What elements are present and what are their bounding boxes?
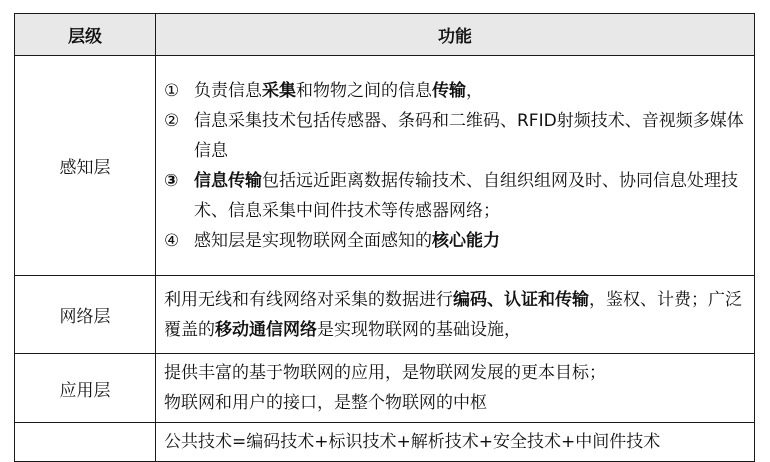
function-cell xyxy=(156,56,755,276)
text-segment: 负责信息 xyxy=(194,80,262,101)
text-segment: 是实现物联网的基础设施， xyxy=(317,319,521,340)
function-cell xyxy=(156,354,755,423)
item-text xyxy=(194,226,748,256)
item-text xyxy=(194,106,748,166)
item-number: ④ xyxy=(164,230,180,251)
table-row-application xyxy=(15,354,755,423)
item-number: ② xyxy=(164,110,180,131)
item-text xyxy=(194,166,748,226)
layer-cell xyxy=(15,423,156,462)
item-number: ① xyxy=(164,80,180,101)
emphasized-text: 编码、认证和传输 xyxy=(453,289,589,310)
table-row-perception xyxy=(15,56,755,276)
function-line: 公共技术=编码技术+标识技术+解析技术+安全技术+中间件技术 xyxy=(164,432,661,452)
function-cell xyxy=(156,276,755,354)
function-line: 提供丰富的基于物联网的应用，是物联网发展的更本目标； xyxy=(164,363,606,383)
header-function: 功能 xyxy=(156,14,755,56)
text-segment: 利用无线和有线网络对采集的数据进行 xyxy=(164,289,453,310)
layer-cell: 感知层 xyxy=(15,56,156,276)
emphasized-text: 传输 xyxy=(432,80,466,101)
list-item xyxy=(164,226,748,256)
text-segment: ，鉴权、计费；广泛覆盖的 xyxy=(164,289,742,340)
text-segment: 包括远近距离数据传输技术、自组织组网及时、协同信息处理技术、信息采集中间件技术等传感器网络； xyxy=(194,170,738,221)
list-item xyxy=(164,76,748,106)
layer-cell: 应用层 xyxy=(15,354,156,423)
function-line: 物联网和用户的接口，是整个物联网的中枢 xyxy=(164,393,487,413)
emphasized-text: 移动通信网络 xyxy=(215,319,317,340)
list-item xyxy=(164,106,748,166)
list-item xyxy=(164,166,748,226)
layer-cell: 网络层 xyxy=(15,276,156,354)
item-text xyxy=(194,76,748,106)
emphasized-text: 核心能力 xyxy=(432,230,500,251)
layer-function-table xyxy=(14,13,755,462)
header-layer: 层级 xyxy=(15,14,156,56)
text-segment: 感知层是实现物联网全面感知的 xyxy=(194,230,432,251)
table-header-row xyxy=(15,14,755,56)
table-row-network xyxy=(15,276,755,354)
emphasized-text: 采集 xyxy=(262,80,296,101)
text-segment: 信息采集技术包括传感器、条码和二维码、RFID射频技术、音视频多媒体信息 xyxy=(194,110,744,161)
table-row-common xyxy=(15,423,755,462)
emphasized-text: 信息传输 xyxy=(194,170,262,191)
function-text xyxy=(164,290,742,340)
text-segment: 和物物之间的信息 xyxy=(296,80,432,101)
function-cell xyxy=(156,423,755,462)
item-number: ③ xyxy=(164,170,179,191)
text-segment: ， xyxy=(466,80,483,101)
